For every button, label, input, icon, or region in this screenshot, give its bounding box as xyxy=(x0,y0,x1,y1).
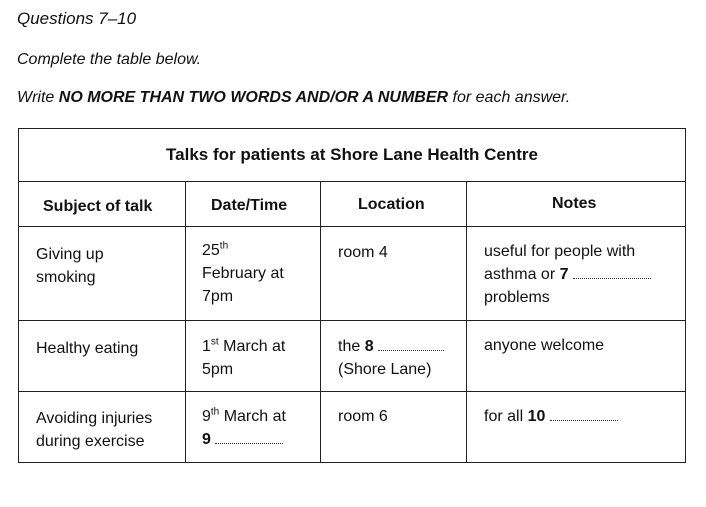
table-row-1-location: room 4 xyxy=(338,244,388,261)
header-date-time: Date/Time xyxy=(211,197,288,214)
date-suffix: th xyxy=(210,406,220,418)
table-row-2-location xyxy=(338,335,444,381)
subject-line: during exercise xyxy=(36,433,145,450)
notes-text: for all xyxy=(484,408,528,425)
question-number-7: 7 xyxy=(559,266,569,283)
answer-blank-9[interactable] xyxy=(215,431,283,444)
notes-text: asthma or xyxy=(484,266,560,283)
instruction-suffix: for each answer. xyxy=(448,89,571,106)
date-line: 7pm xyxy=(202,288,234,305)
answer-blank-8[interactable] xyxy=(378,338,444,351)
notes-line: useful for people with xyxy=(484,243,636,260)
row-divider xyxy=(19,226,685,227)
answer-blank-10[interactable] xyxy=(550,408,618,421)
table-row-2-date xyxy=(202,335,285,381)
table-row-1-notes xyxy=(484,240,651,309)
table-row-2-subject: Healthy eating xyxy=(36,340,139,357)
question-number-9: 9 xyxy=(202,431,211,448)
date-rest: March at xyxy=(219,408,286,425)
date-day: 25 xyxy=(202,242,220,259)
table-row-3-subject xyxy=(36,407,152,453)
question-number-8: 8 xyxy=(364,338,374,355)
date-line: February at xyxy=(202,265,284,282)
header-location: Location xyxy=(358,196,425,213)
subject-line: Avoiding injuries xyxy=(36,410,153,427)
instruction-prefix: Write xyxy=(17,89,59,106)
table-row-1-subject xyxy=(36,243,104,289)
location-line: (Shore Lane) xyxy=(338,361,432,378)
table-row-1-date xyxy=(202,239,284,308)
table-row-3-date xyxy=(202,405,286,451)
column-divider xyxy=(185,181,186,462)
table-row-2-notes: anyone welcome xyxy=(484,337,605,354)
date-suffix: st xyxy=(210,336,219,348)
question-number-10: 10 xyxy=(527,408,546,425)
date-line: 5pm xyxy=(202,361,234,378)
subject-line: smoking xyxy=(36,269,96,286)
table-row-3-notes xyxy=(484,405,618,428)
instruction-bold: NO MORE THAN TWO WORDS AND/OR A NUMBER xyxy=(58,89,449,106)
table-title: Talks for patients at Shore Lane Health Centre xyxy=(19,129,685,182)
questions-heading: Questions 7–10 xyxy=(17,9,137,28)
instruction-word-limit xyxy=(17,89,570,107)
header-subject: Subject of talk xyxy=(43,198,153,215)
talks-table xyxy=(18,128,686,463)
location-text: the xyxy=(338,338,365,355)
row-divider xyxy=(19,320,685,321)
instruction-complete-table: Complete the table below. xyxy=(17,51,202,68)
date-day: 9 xyxy=(202,408,211,425)
date-suffix: th xyxy=(219,240,229,252)
date-rest: March at xyxy=(218,338,286,355)
table-row-3-location: room 6 xyxy=(338,408,388,425)
header-notes: Notes xyxy=(552,195,597,212)
notes-line: problems xyxy=(484,289,550,306)
date-day: 1 xyxy=(202,338,211,355)
subject-line: Giving up xyxy=(36,246,104,263)
column-divider xyxy=(466,181,467,462)
answer-blank-7[interactable] xyxy=(573,266,651,279)
row-divider xyxy=(19,391,685,392)
column-divider xyxy=(320,181,321,462)
